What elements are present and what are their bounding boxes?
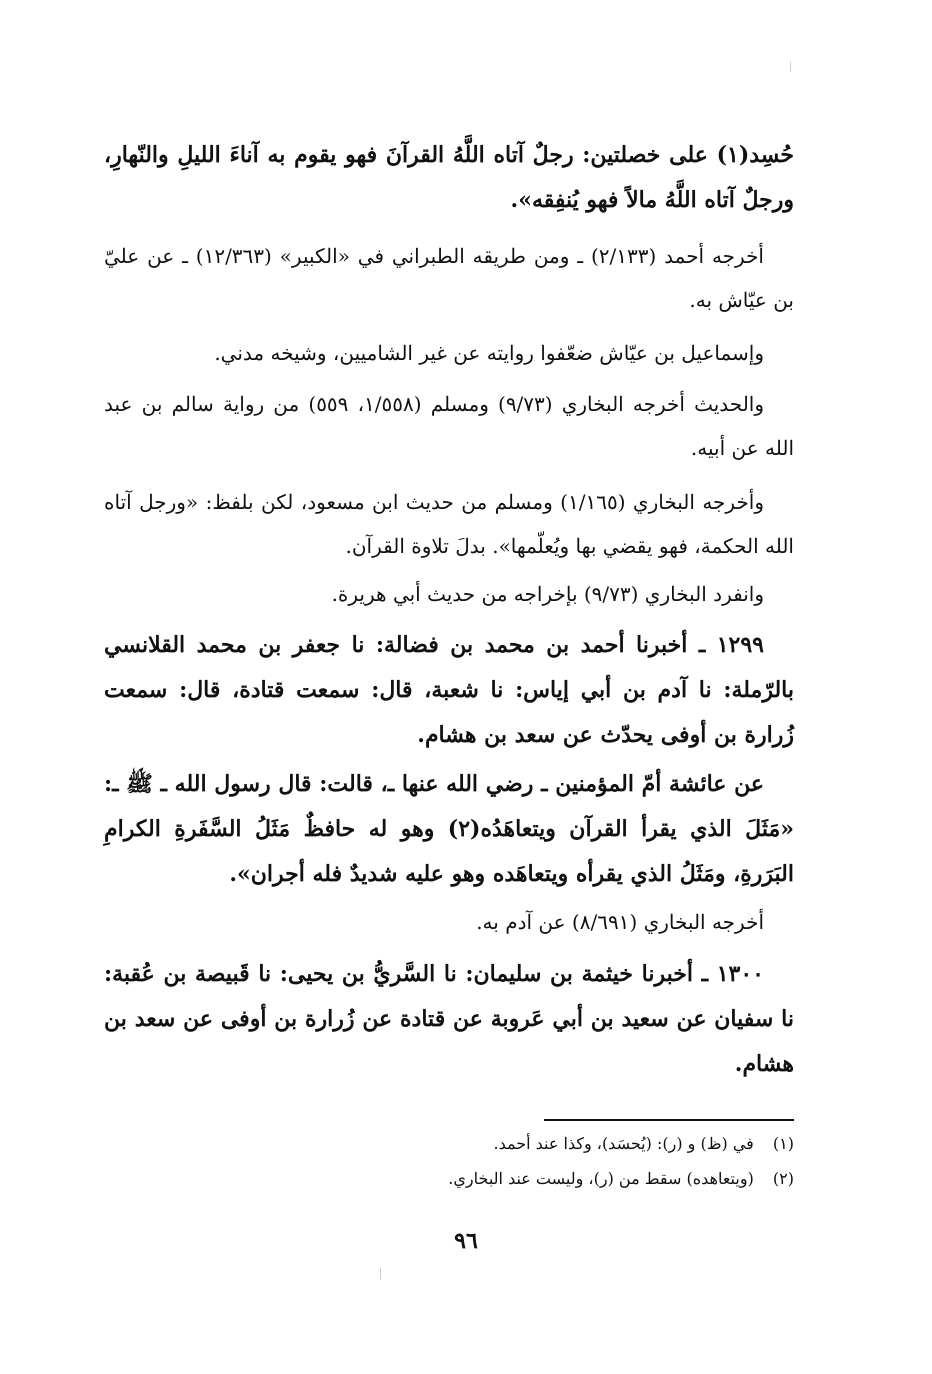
footnote-1 [104, 1133, 794, 1155]
footnote-number: (٢) [772, 1169, 794, 1188]
paragraph-text: وانفرد البخاري (٩/٧٣) بإخراجه من حديث أبي هريرة. [331, 582, 764, 606]
hadith-number: ١٢٩٩ ـ [698, 632, 764, 658]
takhrij-bukhari-muslim [104, 382, 794, 470]
scan-mark-top [790, 62, 791, 72]
hadith-1300-isnad [104, 952, 794, 1087]
footnote-2 [104, 1168, 794, 1190]
paragraph-text: أخبرنا أحمد بن محمد بن فضالة: نا جعفر بن محمد القلانسي بالرّملة: نا آدم بن أبي إياس: نا شعبة، قال: سمعت قتادة، قال: سمعت زُرارة بن أوفى يحدّث عن سعد بن هشام. [104, 632, 794, 748]
takhrij-ahmad [104, 234, 794, 322]
hadith-number: ١٣٠٠ ـ [701, 961, 764, 987]
hadith-1299-matn [104, 762, 794, 897]
note-ismail [104, 331, 794, 375]
scan-mark-bottom [380, 1268, 381, 1280]
footnote-number: (١) [772, 1134, 794, 1153]
takhrij-abu-hurayra [104, 572, 794, 616]
hadith-1299-isnad [104, 623, 794, 758]
paragraph-text: أخرجه أحمد (٢/١٣٣) ـ ومن طريقه الطبراني في «الكبير» (١٢/٣٦٣) ـ عن عليّ بن عيّاش به. [104, 244, 794, 312]
page-number: ٩٦ [454, 1228, 478, 1254]
paragraph-text: وأخرجه البخاري (١/١٦٥) ومسلم من حديث ابن مسعود، لكن بلفظ: «ورجل آتاه الله الحكمة، فهو يقضي بها ويُعلّمها». بدلَ تلاوة القرآن. [104, 490, 794, 558]
paragraph-text: أخبرنا خيثمة بن سليمان: نا السَّريُّ بن يحيى: نا قَبيصة بن عُقبة: نا سفيان عن سعيد بن أبي عَروبة عن قتادة عن زُرارة بن أوفى عن سعد بن هشام. [104, 961, 794, 1077]
paragraph-text: أخرجه البخاري (٨/٦٩١) عن آدم به. [476, 910, 764, 934]
footnote-text: (ويتعاهده) سقط من (ر)، وليست عند البخاري. [448, 1169, 754, 1188]
footnote-separator [544, 1119, 794, 1121]
paragraph-text: والحديث أخرجه البخاري (٩/٧٣) ومسلم (١/٥٥٨، ٥٥٩) من رواية سالم بن عبد الله عن أبيه. [104, 392, 794, 460]
paragraph-text: وإسماعيل بن عيّاش ضعّفوا روايته عن غير الشاميين، وشيخه مدني. [214, 341, 764, 365]
footnote-text: في (ظ) و (ر): (يُحسَد)، وكذا عند أحمد. [493, 1134, 754, 1153]
hadith-continuation [104, 133, 794, 223]
takhrij-1299 [104, 900, 794, 944]
takhrij-ibn-masud [104, 480, 794, 568]
paragraph-text: عن عائشة أمّ المؤمنين ـ رضي الله عنها ـ، قالت: قال رسول الله ـ ﷺ ـ: «مَثَلَ الذي يقرأ القرآن ويتعاهَدُه(٢) وهو له حافظٌ مَثَلُ السَّفَرةِ الكرامِ البَرَرةِ، ومَثَلُ الذي يقرأه ويتعاهَده وهو عليه شديدٌ فله أجران». [104, 771, 795, 887]
paragraph-text: حُسِد(١) على خصلتين: رجلٌ آتاه اللَّهُ القرآنَ فهو يقوم به آناءَ الليلِ والنّهارِ، ورجلٌ آتاه اللَّهُ مالاً فهو يُنفِقه». [104, 142, 794, 213]
